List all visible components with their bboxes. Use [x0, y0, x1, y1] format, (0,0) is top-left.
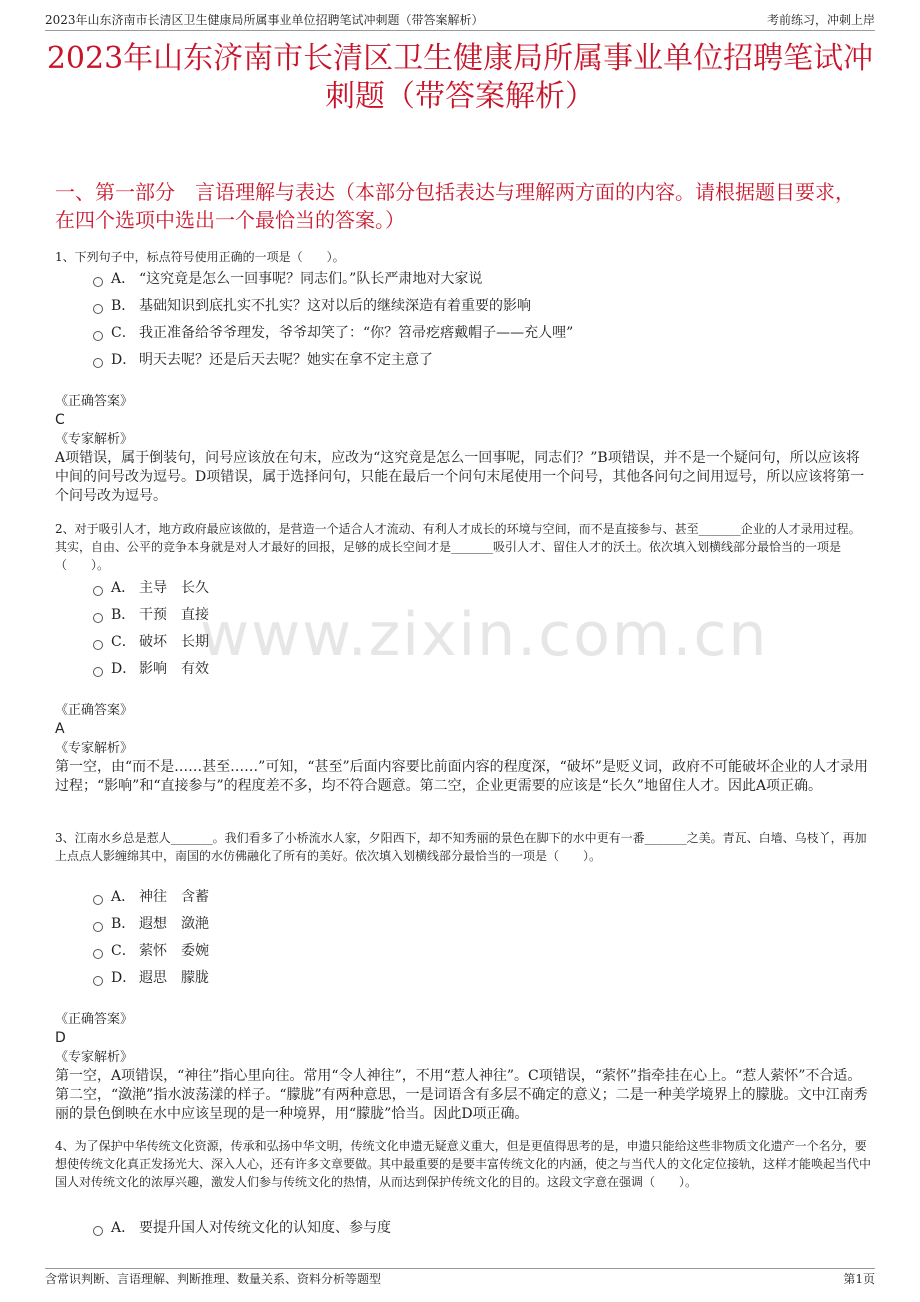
radio-icon[interactable]	[93, 586, 103, 596]
option-text: 影响 有效	[139, 661, 209, 677]
answer-label: 《正确答案》	[55, 394, 134, 409]
correct-answer: D	[55, 1030, 66, 1046]
answer-label: 《正确答案》	[55, 1012, 134, 1027]
option-letter: D．	[111, 661, 137, 677]
option-text: 干预 直接	[139, 607, 209, 623]
option-text: “这究竟是怎么一回事呢？同志们。”队长严肃地对大家说	[139, 271, 483, 287]
option-letter: B．	[111, 298, 136, 314]
correct-answer: C	[55, 412, 65, 428]
radio-icon[interactable]	[93, 922, 103, 932]
radio-icon[interactable]	[93, 667, 103, 677]
watermark: www.zixin.com.cn	[200, 600, 769, 670]
option-a[interactable]	[93, 1218, 391, 1238]
option-letter: A．	[111, 889, 136, 905]
page-footer	[45, 1268, 875, 1289]
option-d[interactable]	[93, 659, 209, 679]
option-a[interactable]	[93, 269, 482, 289]
option-b[interactable]	[93, 296, 531, 316]
document-title: 2023年山东济南市长清区卫生健康局所属事业单位招聘笔试冲刺题（带答案解析）	[46, 41, 874, 114]
radio-icon[interactable]	[93, 331, 103, 341]
option-b[interactable]	[93, 605, 209, 625]
running-header	[45, 10, 875, 31]
question-stem: 2、对于吸引人才，地方政府最应该做的，是营造一个适合人才流动、有利人才成长的环境与空间，而不是直接参与、甚至_______企业的人才录用过程。其实，自由、公平的竞争本身就是对人才最好的回报，足够的成长空间才是_______吸引人才、留住人才的沃土。依次填入划横线部分最恰当的一项是（ ）。	[55, 522, 861, 572]
analysis-text: A项错误，属于倒装句，问号应该放在句末，应改为“这究竟是怎么一回事呢，同志们？”B项错误，并不是一个疑问句，所以应该将中间的问号改为逗号。D项错误，属于选择问句，只能在最后一个问句末尾使用一个问号，其他各问句之间用逗号，所以应该将第一个问号改为逗号。	[55, 450, 865, 504]
analysis-text: 第一空，由“而不是……甚至……”可知，“甚至”后面内容要比前面内容的程度深，“破坏”是贬义词，政府不可能破坏企业的人才录用过程；“影响”和“直接参与”的程度差不多，均不符合题意。第二空，企业更需要的应该是“长久”地留住人才。因此A项正确。	[55, 759, 868, 794]
footer-left-text: 含常识判断、言语理解、判断推理、数量关系、资料分析等题型	[45, 1272, 382, 1286]
option-letter: C．	[111, 634, 136, 650]
radio-icon[interactable]	[93, 640, 103, 650]
option-text: 遐思 朦胧	[139, 970, 209, 986]
question-stem: 1、下列句子中，标点符号使用正确的一项是（ ）。	[55, 250, 345, 264]
radio-icon[interactable]	[93, 613, 103, 623]
radio-icon[interactable]	[93, 895, 103, 905]
radio-icon[interactable]	[93, 976, 103, 986]
question-stem: 4、为了保护中华传统文化资源，传承和弘扬中华文明，传统文化申遗无疑意义重大，但是更值得思考的是，申遗只能给这些非物质文化遗产一个名分，要想使传统文化真正发扬光大、深入人心，还有许多文章要做。其中最重要的是要丰富传统文化的内涵，使之与当代人的文化定位接轨，这样才能唤起当代中国人对传统文化的浓厚兴趣，激发人们参与传统文化的热情，从而达到保护传统文化的目的。这段文字意在强调（ ）。	[55, 1139, 872, 1189]
option-b[interactable]	[93, 914, 209, 934]
header-left-text: 2023年山东济南市长清区卫生健康局所属事业单位招聘笔试冲刺题（带答案解析）	[45, 13, 484, 27]
option-letter: A．	[111, 580, 136, 596]
option-c[interactable]	[93, 941, 209, 961]
option-letter: B．	[111, 916, 136, 932]
radio-icon[interactable]	[93, 304, 103, 314]
option-letter: D．	[111, 352, 137, 368]
option-letter: D．	[111, 970, 137, 986]
option-letter: B．	[111, 607, 136, 623]
radio-icon[interactable]	[93, 358, 103, 368]
option-letter: C．	[111, 325, 136, 341]
option-text: 明天去呢？还是后天去呢？她实在拿不定主意了	[139, 352, 433, 368]
question-stem: 3、江南水乡总是惹人_______。我们看多了小桥流水人家，夕阳西下，却不知秀丽的景色在脚下的水中更有一番_______之美。青瓦、白墙、乌枝丫，再加上点点人影缠绵其中，南国的水仿佛融化了所有的美好。依次填入划横线部分最恰当的一项是（ ）。	[55, 831, 867, 863]
analysis-label: 《专家解析》	[55, 432, 134, 447]
option-letter: C．	[111, 943, 136, 959]
option-a[interactable]	[93, 578, 209, 598]
correct-answer: A	[55, 721, 65, 737]
section-heading: 一、第一部分 言语理解与表达（本部分包括表达与理解两方面的内容。请根据题目要求，在四个选项中选出一个最恰当的答案。）	[55, 180, 855, 232]
analysis-label: 《专家解析》	[55, 741, 134, 756]
option-text: 神往 含蓄	[139, 889, 209, 905]
analysis-text: 第一空，A项错误，“神往”指心里向往。常用“令人神往”，不用“惹人神往”。C项错误，“萦怀”指牵挂在心上。“惹人萦怀”不合适。第二空，“潋滟”指水波荡漾的样子。“朦胧”有两种意思，一是词语含有多层不确定的意义；二是一种美学境界上的朦胧。文中江南秀丽的景色倒映在水中应该呈现的是一种境界，用“朦胧”恰当。因此D项正确。	[55, 1068, 868, 1122]
option-text: 破坏 长期	[139, 634, 209, 650]
radio-icon[interactable]	[93, 949, 103, 959]
option-a[interactable]	[93, 887, 209, 907]
answer-label: 《正确答案》	[55, 703, 134, 718]
option-text: 主导 长久	[139, 580, 209, 596]
header-right-text: 考前练习，冲刺上岸	[766, 13, 875, 27]
option-c[interactable]	[93, 632, 209, 652]
page-number: 第1页	[843, 1272, 875, 1286]
option-text: 萦怀 委婉	[139, 943, 209, 959]
option-letter: A．	[111, 1220, 136, 1236]
option-text: 要提升国人对传统文化的认知度、参与度	[139, 1220, 391, 1236]
option-letter: A．	[111, 271, 136, 287]
radio-icon[interactable]	[93, 1226, 103, 1236]
option-text: 我正准备给爷爷理发，爷爷却笑了：“你？笤帚疙瘩戴帽子——充人哩”	[139, 325, 574, 341]
option-text: 基础知识到底扎实不扎实？这对以后的继续深造有着重要的影响	[139, 298, 531, 314]
option-c[interactable]	[93, 323, 573, 343]
option-d[interactable]	[93, 968, 209, 988]
analysis-label: 《专家解析》	[55, 1050, 134, 1065]
radio-icon[interactable]	[93, 277, 103, 287]
option-text: 遐想 潋滟	[139, 916, 209, 932]
option-d[interactable]	[93, 350, 433, 370]
